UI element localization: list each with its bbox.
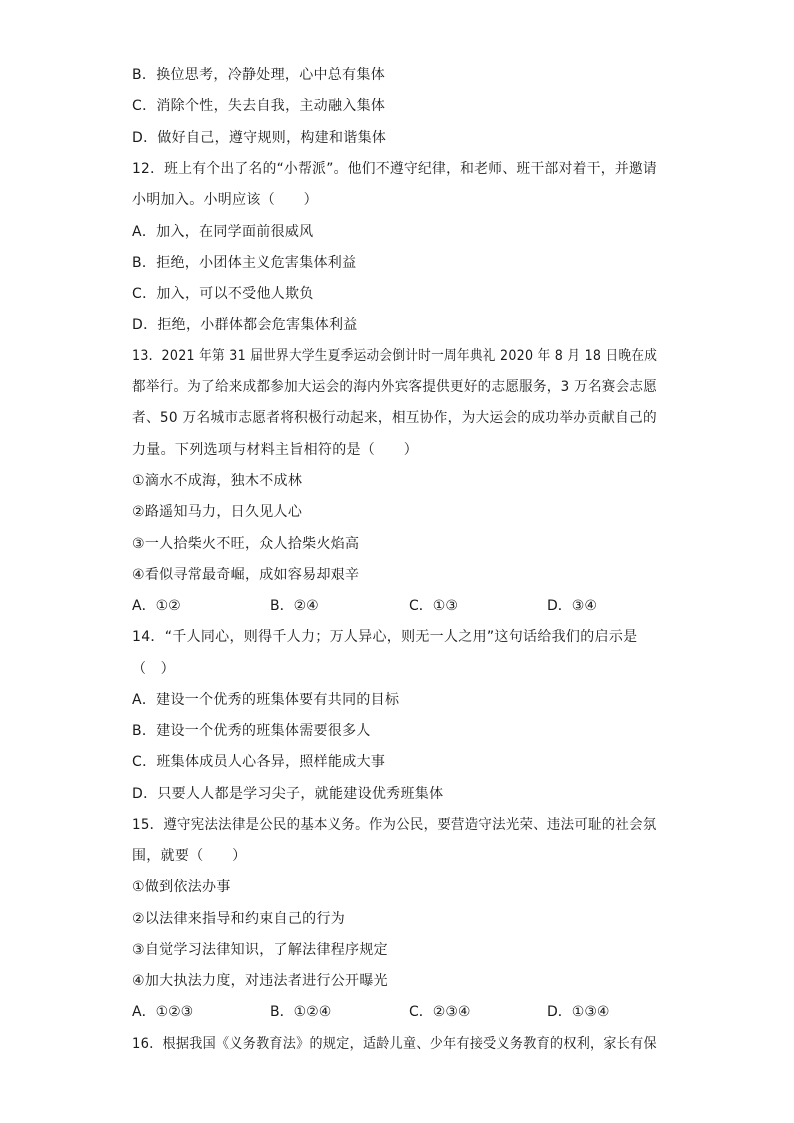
q15-choice-d: D．①③④ bbox=[547, 1004, 610, 1020]
q12-stem-line-2: 小明加入。小明应该（ ） bbox=[132, 192, 318, 208]
q13-choice-d: D．③④ bbox=[547, 598, 597, 614]
q13-stem-line-3: 者、50 万名城市志愿者将积极行动起来，相互协作，为大运会的成功举办贡献自己的 bbox=[132, 410, 657, 426]
q13-stem-line-2: 都举行。为了给来成都参加大运会的海内外宾客提供更好的志愿服务，3 万名赛会志愿 bbox=[132, 379, 658, 395]
q14-option-b: B．建设一个优秀的班集体需要很多人 bbox=[132, 723, 371, 739]
q14-stem-line-2: （ ） bbox=[132, 661, 175, 677]
q12-option-d: D．拒绝，小群体都会危害集体利益 bbox=[132, 317, 358, 333]
q15-stem-line-1: 15．遵守宪法法律是公民的基本义务。作为公民，要营造守法光荣、违法可耻的社会氛 bbox=[132, 817, 657, 833]
q13-item-3: ③一人拾柴火不旺，众人拾柴火焰高 bbox=[132, 536, 360, 552]
q15-choice-a: A．①②③ bbox=[132, 1004, 194, 1020]
q15-item-3: ③自觉学习法律知识，了解法律程序规定 bbox=[132, 942, 388, 958]
q12-option-a: A．加入，在同学面前很威风 bbox=[132, 224, 314, 240]
q12-stem-line-1: 12．班上有个出了名的“小帮派”。他们不遵守纪律，和老师、班干部对着干，并邀请 bbox=[132, 161, 658, 177]
q13-stem-line-4: 力量。下列选项与材料主旨相符的是（ ） bbox=[132, 442, 418, 458]
q15-choice-c: C．②③④ bbox=[409, 1004, 471, 1020]
q12-option-b: B．拒绝，小团体主义危害集体利益 bbox=[132, 255, 357, 271]
q13-item-2: ②路遥知马力，日久见人心 bbox=[132, 504, 303, 520]
q11-option-c: C．消除个性，失去自我，主动融入集体 bbox=[132, 98, 386, 114]
q13-stem-line-1: 13．2021 年第 31 届世界大学生夏季运动会倒计时一周年典礼 2020 年 8 月 18 日晚在成 bbox=[132, 348, 658, 364]
q14-option-c: C．班集体成员人心各异，照样能成大事 bbox=[132, 754, 386, 770]
q14-option-a: A．建设一个优秀的班集体要有共同的目标 bbox=[132, 692, 400, 708]
q15-item-1: ①做到依法办事 bbox=[132, 879, 231, 895]
q11-option-d: D．做好自己，遵守规则，构建和谐集体 bbox=[132, 130, 387, 146]
q14-stem-line-1: 14．“千人同心，则得千人力；万人异心，则无一人之用”这句话给我们的启示是 bbox=[132, 629, 638, 645]
q13-item-4: ④看似寻常最奇崛，成如容易却艰辛 bbox=[132, 567, 360, 583]
q16-stem-line-1: 16．根据我国《义务教育法》的规定，适龄儿童、少年有接受义务教育的权利，家长有保 bbox=[132, 1036, 657, 1052]
q14-option-d: D．只要人人都是学习尖子，就能建设优秀班集体 bbox=[132, 786, 444, 802]
q13-item-1: ①滴水不成海，独木不成林 bbox=[132, 473, 303, 489]
q13-choice-a: A．①② bbox=[132, 598, 181, 614]
q15-choice-b: B．①②④ bbox=[270, 1004, 332, 1020]
q15-choices bbox=[132, 1002, 652, 1022]
q15-stem-line-2: 围，就要（ ） bbox=[132, 848, 247, 864]
q13-choices bbox=[132, 596, 652, 616]
q11-option-b: B．换位思考，冷静处理，心中总有集体 bbox=[132, 67, 386, 83]
q13-choice-b: B．②④ bbox=[270, 598, 319, 614]
q15-item-4: ④加大执法力度，对违法者进行公开曝光 bbox=[132, 973, 388, 989]
q12-option-c: C．加入，可以不受他人欺负 bbox=[132, 286, 314, 302]
q15-item-2: ②以法律来指导和约束自己的行为 bbox=[132, 911, 346, 927]
q13-choice-c: C．①③ bbox=[409, 598, 458, 614]
